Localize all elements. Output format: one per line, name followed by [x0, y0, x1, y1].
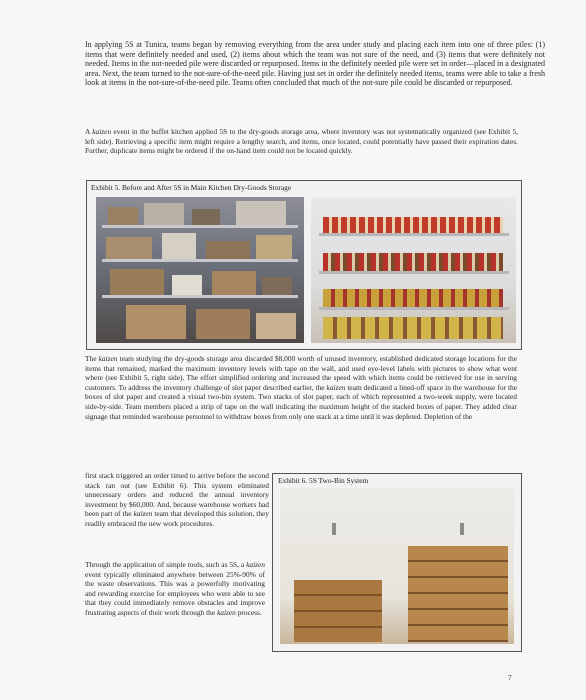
- italic-term: kaizen: [92, 127, 112, 136]
- text-run: process.: [235, 607, 262, 617]
- clutter-box: [206, 241, 250, 259]
- italic-term: kaizen: [216, 607, 236, 617]
- exhibit-6-caption: Exhibit 6. 5S Two-Bin System: [278, 476, 369, 485]
- clutter-box: [262, 277, 292, 295]
- clutter-box: [106, 237, 152, 259]
- paragraph-two-bin-results: [85, 471, 269, 529]
- exhibit-5-figure: [86, 180, 522, 350]
- wall-sign: [332, 523, 336, 535]
- clutter-box: [192, 209, 220, 225]
- organized-items: [323, 253, 503, 271]
- paper-stack: [294, 580, 382, 642]
- italic-term: kaizen: [326, 382, 346, 392]
- organized-items: [323, 289, 503, 307]
- shelf: [319, 233, 509, 236]
- organized-items: [323, 217, 503, 233]
- clutter-box: [162, 233, 196, 259]
- clutter-box: [110, 269, 164, 295]
- shelf: [319, 307, 509, 310]
- clutter-box: [144, 203, 184, 225]
- paragraph-text: In applying 5S at Tunica, teams began by removing everything from the area under study and placing each item into one of three piles: (1) items that were definitely needed and used, (2) items about which the team was not sure of the need, and (3) items that were definitely not needed. Items in the not-needed pile were discarded or repurposed. Items in the definitely needed pile were set in order—placed in a designated area. Next, the team turned to the not-sure-of-the-need pile. Having just set in order the definitely needed items, teams were able to take a fresh look at items in the not-sure-of-the-need pile. Teams often concluded that much of the not-sure pile could be discarded or repurposed.: [85, 40, 545, 88]
- text-run: Through the application of simple tools, such as 5S, a: [85, 560, 247, 569]
- clutter-box: [236, 201, 286, 225]
- exhibit-6-figure: [272, 473, 522, 652]
- text-run: team dedicated a lined-off space in the warehouse for the boxes of slot paper and created a visual two-bin system. Two stacks of slot paper, each of which represented a two-week supply, were located side-by-side. Team members placed a strip of tape on the wall indicating the maximum height of the stacked boxes of paper. They added clear signage that reminded warehouse personnel to withdraw boxes from only one stack at a time until it was depleted. Depletion of the: [85, 382, 517, 421]
- before-photo: [96, 197, 304, 343]
- paragraph-5s-piles: [85, 40, 545, 88]
- text-run: team studying the dry-goods storage area discarded $8,000 worth of unused inventory, established dedicated storage locations for the items that remained, marked the maximum inventory levels with tape on the wall, and used eye-level labels with pictures to show what went where (see Exhibit 5, right side). The effort simplified ordering and increased the speed with which items could be retrieved for use in serving customers. To address the inventory challenge of slot paper described earlier, the: [85, 354, 517, 392]
- clutter-box: [196, 309, 250, 339]
- clutter-box: [212, 271, 256, 295]
- shelf: [102, 259, 298, 262]
- wall-sign: [460, 523, 464, 535]
- paragraph-buffet-kitchen: [85, 127, 518, 156]
- italic-term: kaizen: [246, 560, 265, 569]
- text-run: The: [85, 354, 99, 363]
- after-photo: [311, 197, 516, 343]
- paragraph-dry-goods-results: [85, 354, 517, 421]
- text-run: event in the buffet kitchen applied 5S to the dry-goods storage area, where inventory was not systematically organized (see Exhibit 5, left side). Retrieving a specific item might require a lengthy search, and items, once located, could potentially have passed their expiration dates. Further, duplicate items might be ordered if the on-hand item could not be located quickly.: [85, 127, 519, 156]
- two-bin-photo: [280, 488, 514, 644]
- clutter-box: [256, 235, 292, 259]
- text-run: A: [85, 127, 93, 136]
- clutter-box: [172, 275, 202, 295]
- exhibit-5-caption: Exhibit 5. Before and After 5S in Main Kitchen Dry-Goods Storage: [91, 183, 292, 192]
- clutter-box: [108, 207, 138, 225]
- shelf: [102, 225, 298, 228]
- text-run: first stack triggered an order timed to arrive before the second stack ran out (see Exhibit 6). This system eliminated unnecessary orders and reduced the annual inventory investment by $60,000. And, because warehouse workers had been part of the: [85, 471, 269, 519]
- text-run: team that developed this solution, they readily embraced the new work procedures.: [85, 509, 269, 528]
- paragraph-conclusion: [85, 560, 265, 618]
- italic-term: kaizen: [133, 509, 153, 519]
- page-number: 7: [508, 673, 512, 682]
- clutter-box: [256, 313, 296, 339]
- shelf: [319, 271, 509, 274]
- paper-stack: [408, 546, 508, 642]
- shelf: [102, 295, 298, 298]
- organized-items: [323, 317, 503, 339]
- clutter-box: [126, 305, 186, 339]
- text-run: event typically eliminated anywhere between 25%-90% of the waste observations. This was a powerfully motivating and rewarding exercise for employees who were able to see that they could immediately remove obstacles and improve frustrating aspects of their work through the: [85, 569, 265, 617]
- italic-term: kaizen: [98, 354, 118, 363]
